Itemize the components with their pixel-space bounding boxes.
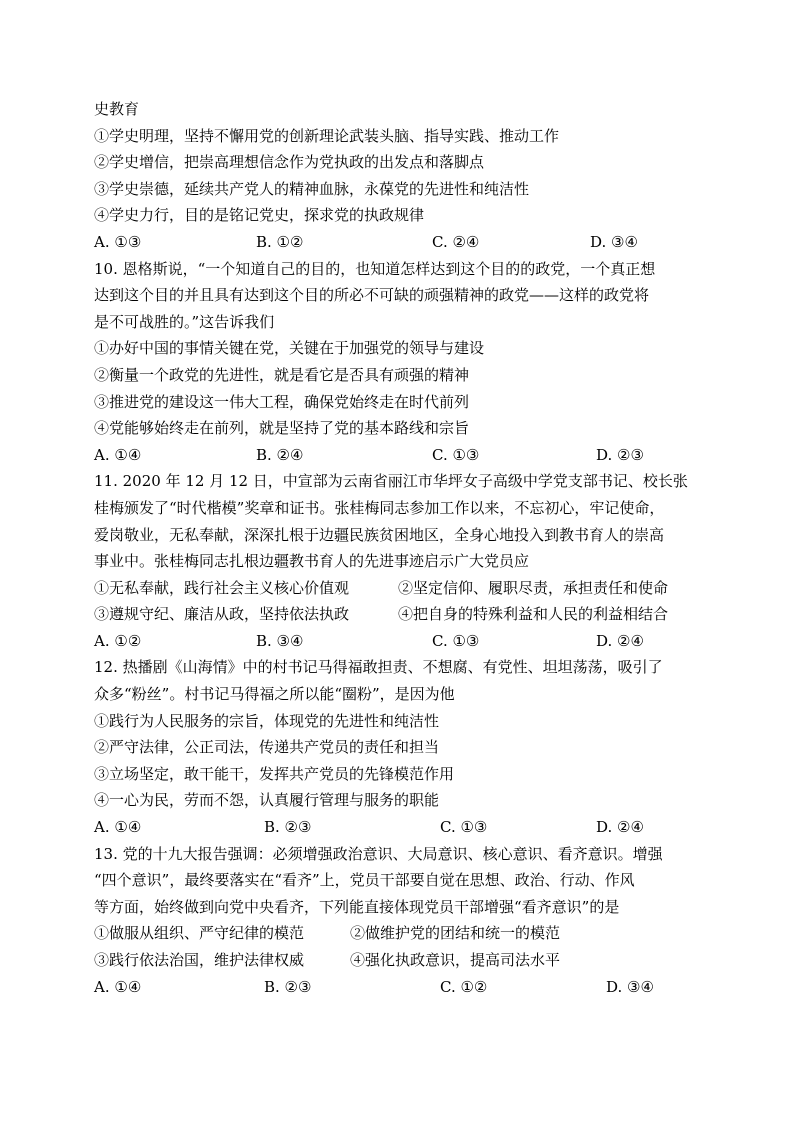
option-b[interactable]: B. ③④ bbox=[256, 631, 304, 650]
statement-2: ②严守法律，公正司法，传递共产党员的责任和担当 bbox=[94, 738, 440, 757]
statement-4: ④学史力行，目的是铭记党史，探求党的执政规律 bbox=[94, 206, 425, 225]
statement-3: ③推进党的建设这一伟大工程，确保党始终走在时代前列 bbox=[94, 392, 470, 411]
question-13-stem-line: “四个意识”，最终要落实在“看齐”上，党员干部要自觉在思想、政治、行动、作风 bbox=[94, 871, 635, 890]
question-11-stem-line: 事业中。张桂梅同志扎根边疆教书育人的先进事迹启示广大党员应 bbox=[94, 552, 530, 571]
option-c[interactable]: C. ①② bbox=[440, 977, 488, 996]
statement-row bbox=[94, 920, 714, 947]
statement-1: ①无私奉献，践行社会主义核心价值观 bbox=[94, 578, 350, 597]
question-12-stem-line: 众多“粉丝”。村书记马得福之所以能“圈粉”，是因为他 bbox=[94, 685, 455, 704]
statement-3: ③遵规守纪、廉洁从政，坚持依法执政 bbox=[94, 605, 350, 624]
answer-options bbox=[94, 974, 714, 1001]
statement-1: ①办好中国的事情关键在党，关键在于加强党的领导与建设 bbox=[94, 339, 485, 358]
option-b[interactable]: B. ①② bbox=[256, 232, 304, 251]
question-10-stem-line: 10. 恩格斯说，“一个知道自己的目的，也知道怎样达到这个目的的政党，一个真正想 bbox=[94, 259, 656, 278]
option-d[interactable]: D. ②④ bbox=[596, 818, 644, 837]
option-b[interactable]: B. ②③ bbox=[264, 818, 312, 837]
answer-options bbox=[94, 229, 714, 256]
option-a[interactable]: A. ①② bbox=[94, 631, 142, 650]
statement-row bbox=[94, 947, 714, 974]
question-11-stem-line: 爱岗敬业，无私奉献，深深扎根于边疆民族贫困地区，全身心地投入到教书育人的崇高 bbox=[94, 525, 665, 544]
page-content bbox=[94, 96, 714, 1000]
option-d[interactable]: D. ③④ bbox=[606, 977, 654, 996]
statement-4: ④把自身的特殊利益和人民的利益相结合 bbox=[398, 605, 669, 624]
option-c[interactable]: C. ①③ bbox=[432, 445, 480, 464]
question-9 bbox=[94, 96, 714, 256]
statement-4: ④强化执政意识，提高司法水平 bbox=[350, 951, 561, 969]
statement-1: ①学史明理，坚持不懈用党的创新理论武装头脑、指导实践、推动工作 bbox=[94, 126, 560, 145]
option-a[interactable]: A. ①④ bbox=[94, 445, 142, 464]
answer-options bbox=[94, 814, 714, 841]
question-11 bbox=[94, 468, 714, 654]
question-10-stem-line: 是不可战胜的。”这告诉我们 bbox=[94, 312, 275, 331]
question-10-stem-line: 达到这个目的并且具有达到这个目的所必不可缺的顽强精神的政党——这样的政党将 bbox=[94, 286, 650, 305]
statement-row bbox=[94, 601, 714, 628]
statement-1: ①做服从组织、严守纪律的模范 bbox=[94, 924, 305, 943]
question-11-stem-line: 桂梅颁发了“时代楷模”奖章和证书。张桂梅同志参加工作以来，不忘初心，牢记使命， bbox=[94, 498, 665, 517]
statement-2: ②学史增信，把崇高理想信念作为党执政的出发点和落脚点 bbox=[94, 153, 485, 172]
question-13 bbox=[94, 841, 714, 1001]
option-d[interactable]: D. ③④ bbox=[590, 232, 638, 251]
statement-3: ③立场坚定，敢干能干，发挥共产党员的先锋模范作用 bbox=[94, 764, 455, 783]
answer-options bbox=[94, 628, 714, 655]
statement-2: ②衡量一个政党的先进性，就是看它是否具有顽强的精神 bbox=[94, 365, 470, 384]
statement-4: ④党能够始终走在前列，就是坚持了党的基本路线和宗旨 bbox=[94, 419, 470, 438]
statement-row bbox=[94, 575, 714, 602]
option-a[interactable]: A. ①③ bbox=[94, 232, 142, 251]
question-10 bbox=[94, 256, 714, 469]
question-12-stem-line: 12. 热播剧《山海情》中的村书记马得福敢担责、不想腐、有党性、坦坦荡荡，吸引了 bbox=[94, 658, 663, 677]
option-d[interactable]: D. ②③ bbox=[596, 445, 644, 464]
statement-4: ④一心为民，劳而不怨，认真履行管理与服务的职能 bbox=[94, 791, 440, 810]
statement-1: ①践行为人民服务的宗旨，体现党的先进性和纯洁性 bbox=[94, 711, 440, 730]
option-a[interactable]: A. ①④ bbox=[94, 818, 142, 837]
option-c[interactable]: C. ②④ bbox=[432, 232, 480, 251]
question-13-stem-line: 13. 党的十九大报告强调：必须增强政治意识、大局意识、核心意识、看齐意识。增强 bbox=[94, 844, 663, 863]
option-b[interactable]: B. ②④ bbox=[256, 445, 304, 464]
option-a[interactable]: A. ①④ bbox=[94, 977, 142, 996]
statement-2: ②坚定信仰、履职尽责，承担责任和使命 bbox=[398, 578, 669, 597]
question-11-stem-line: 11. 2020 年 12 月 12 日，中宣部为云南省丽江市华坪女子高级中学党支部书记、校长张 bbox=[94, 472, 688, 491]
question-13-stem-line: 等方面，始终做到向党中央看齐，下列能直接体现党员干部增强“看齐意识”的是 bbox=[94, 897, 620, 916]
statement-3: ③践行依法治国，维护法律权威 bbox=[94, 951, 305, 969]
option-c[interactable]: C. ①③ bbox=[440, 818, 488, 837]
answer-options bbox=[94, 442, 714, 469]
statement-2: ②做维护党的团结和统一的模范 bbox=[350, 924, 561, 943]
question-9-stem: 史教育 bbox=[94, 100, 140, 118]
option-c[interactable]: C. ①③ bbox=[432, 631, 480, 650]
option-b[interactable]: B. ②③ bbox=[264, 977, 312, 996]
question-12 bbox=[94, 654, 714, 840]
option-d[interactable]: D. ②④ bbox=[596, 631, 644, 650]
statement-3: ③学史崇德，延续共产党人的精神血脉，永葆党的先进性和纯洁性 bbox=[94, 179, 530, 198]
